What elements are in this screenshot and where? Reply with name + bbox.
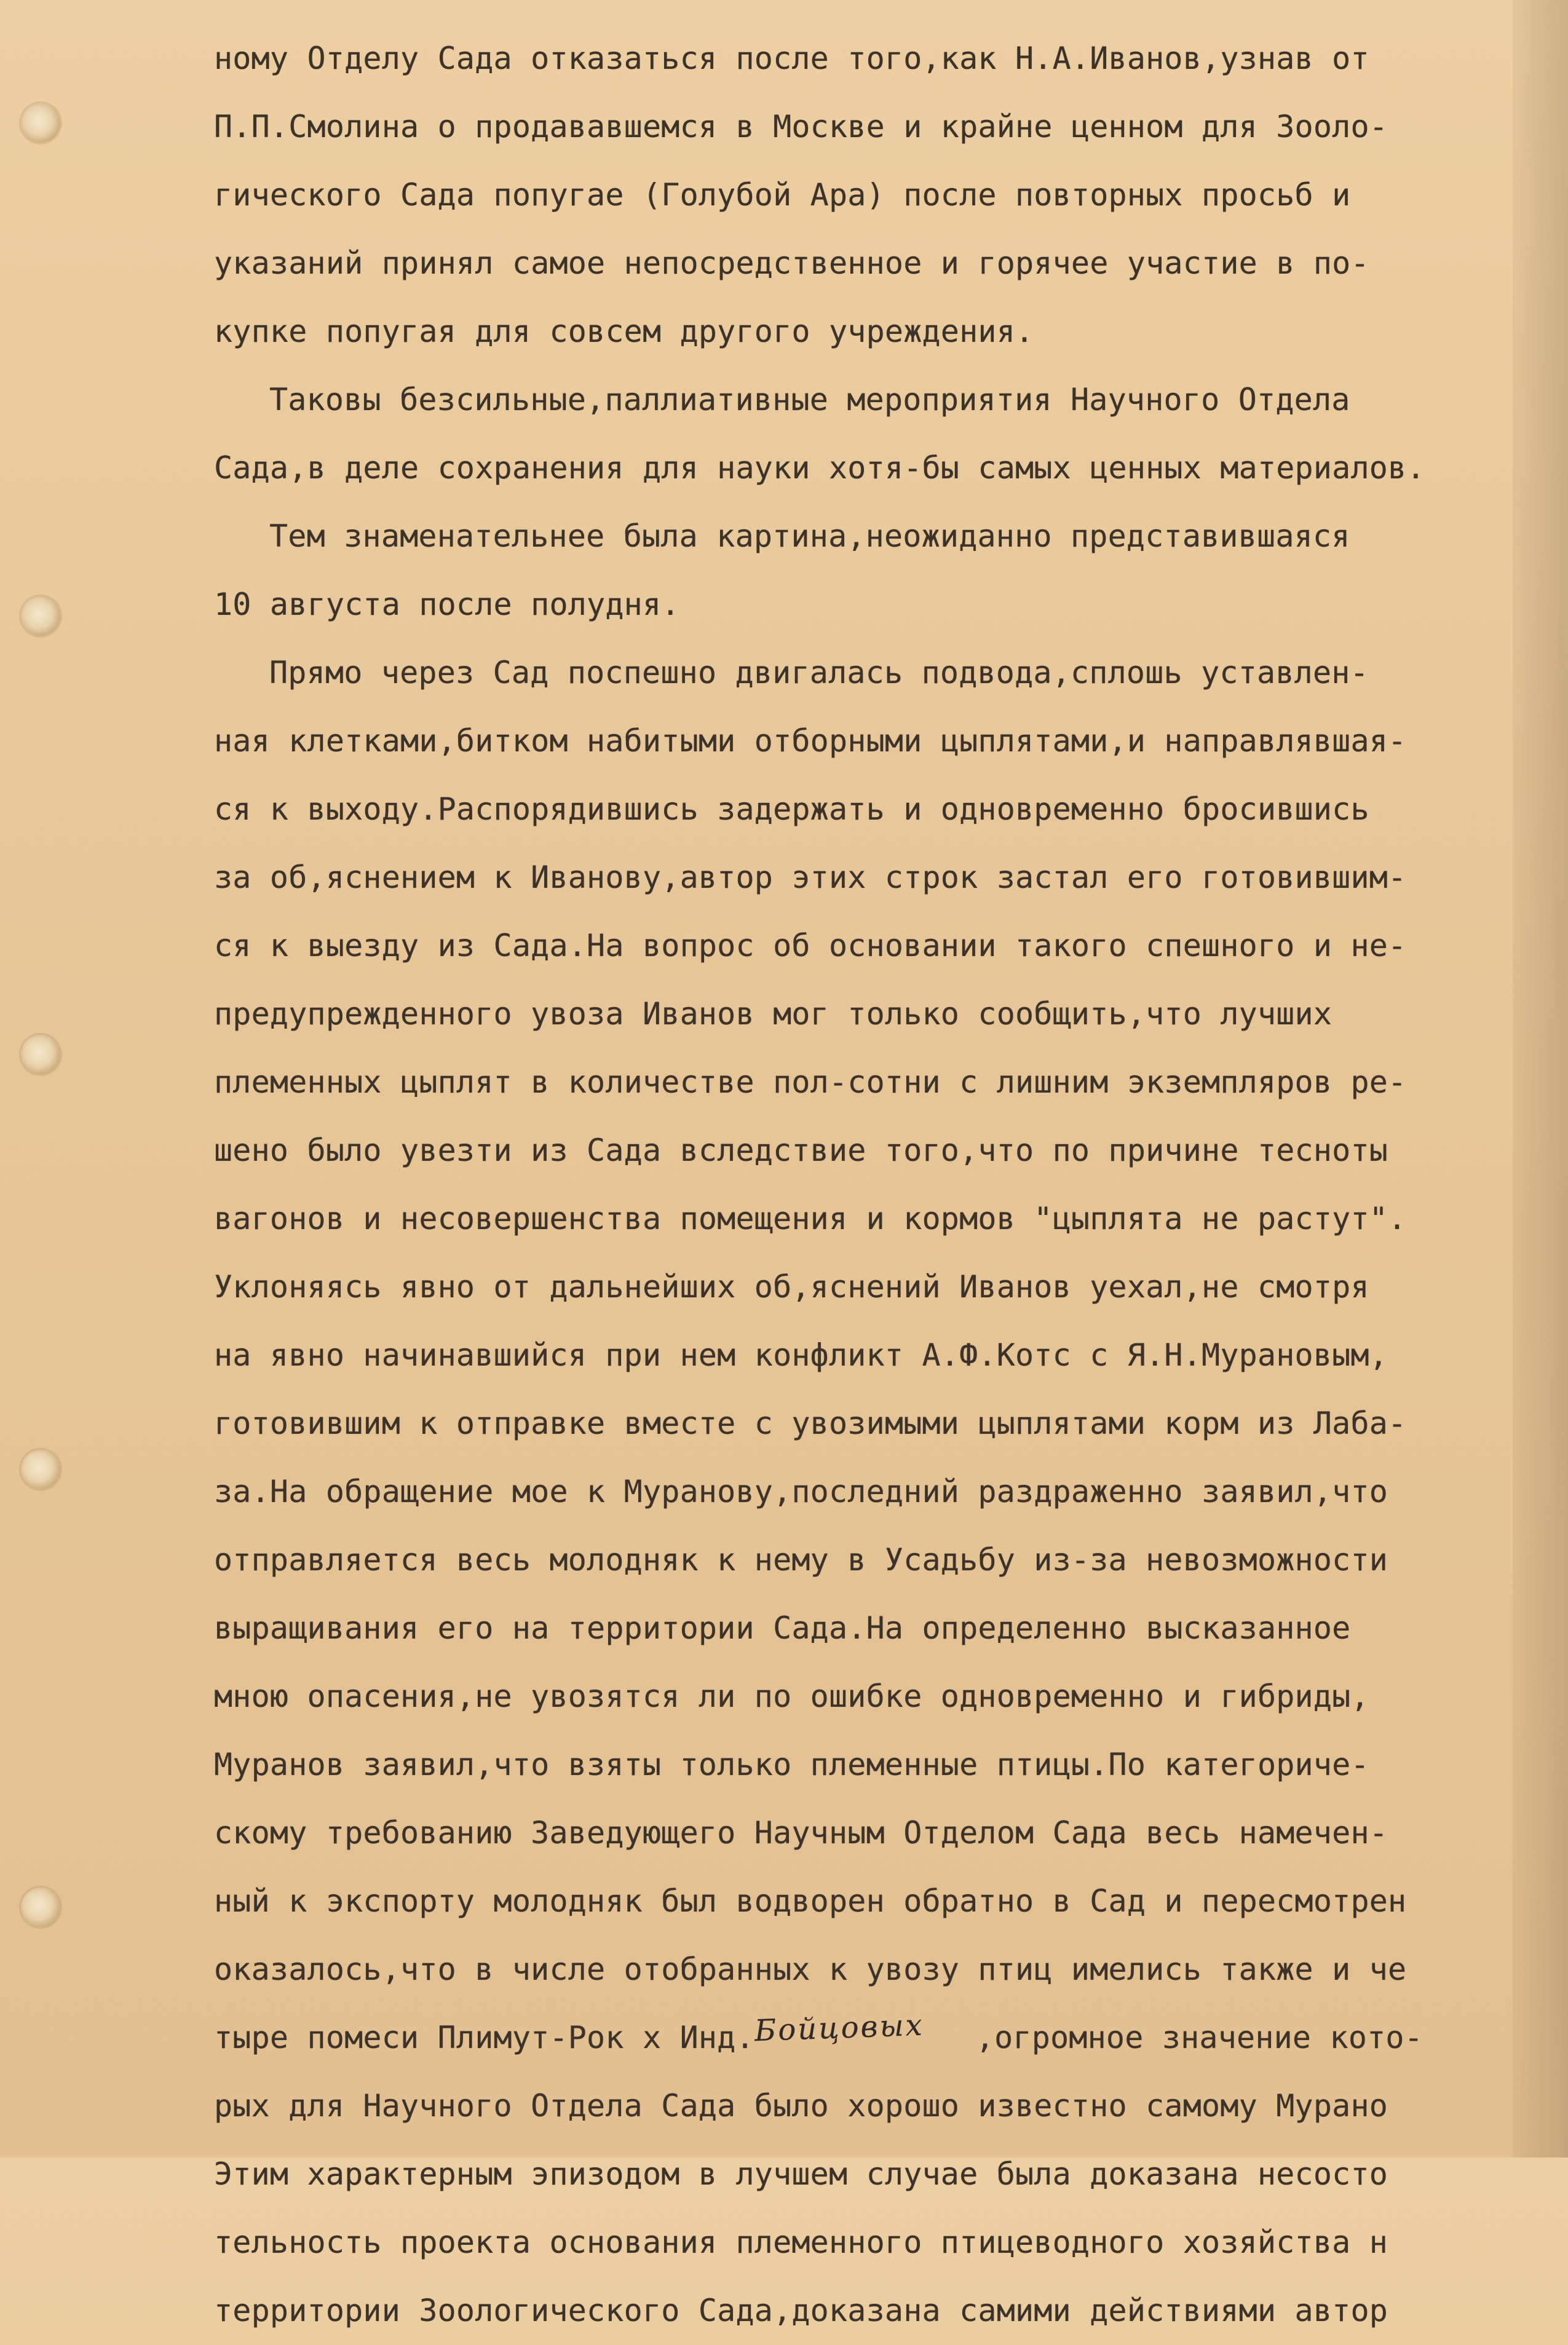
text-line: ная клетками,битком набитыми отборными цыплятами,и направлявшая- [214, 723, 1407, 759]
text-line: ся к выезду из Сада.На вопрос об основании такого спешного и не- [214, 928, 1407, 963]
text-line: мною опасения,не увозятся ли по ошибке одновременно и гибриды, [214, 1679, 1369, 1714]
text-line-with-insert [214, 2004, 1536, 2072]
text-line: ному Отделу Сада отказаться после того,как Н.А.Иванов,узнав от [214, 41, 1369, 76]
text-line: Уклоняясь явно от дальнейших об,яснений Иванов уехал,не смотря [214, 1269, 1369, 1305]
punch-hole [21, 1888, 60, 1927]
text-line: шено было увезти из Сада вследствие того,что по причине тесноты [214, 1133, 1388, 1168]
text-line: выращивания его на территории Сада.На определенно высказанное [214, 1610, 1351, 1646]
text-line: за об,яснением к Иванову,автор этих строк застал его готовившим- [214, 860, 1407, 895]
text-line: Сада,в деле сохранения для науки хотя-бы самых ценных материалов. [214, 450, 1425, 486]
punch-hole [21, 1450, 60, 1489]
text-line: гического Сада попугае (Голубой Ара) после повторных просьб и [214, 177, 1351, 213]
typewritten-text-block [214, 25, 1536, 2345]
punch-hole [21, 596, 60, 636]
text-line: ся к выходу.Распорядившись задержать и одновременно бросившись [214, 791, 1369, 827]
text-line: П.П.Смолина о продававшемся в Москве и крайне ценном для Зооло- [214, 109, 1388, 144]
text-line: 10 августа после полудня. [214, 587, 680, 622]
text-line: отправляется весь молодняк к нему в Усадьбу из-за невозможности [214, 1542, 1388, 1578]
text-line-end: ,огромное значение кото- [975, 2020, 1423, 2055]
text-line: указаний принял самое непосредственное и горячее участие в по- [214, 245, 1369, 281]
text-line: скому требованию Заведующего Научным Отделом Сада весь намечен- [214, 1815, 1388, 1851]
text-line: тельность проекта основания племенного птицеводного хозяйства н [214, 2224, 1388, 2260]
text-line: за.На обращение мое к Муранову,последний раздраженно заявил,что [214, 1474, 1388, 1509]
text-line-start: тыре помеси Плимут-Рок х Инд. [214, 2020, 754, 2055]
text-line: предупрежденного увоза Иванов мог только сообщить,что лучших [214, 996, 1332, 1032]
text-line: племенных цыплят в количестве пол-сотни с лишним экземпляров ре- [214, 1064, 1407, 1100]
text-line: оказалось,что в числе отобранных к увозу птиц имелись также и че [214, 1952, 1407, 1987]
text-line: Прямо через Сад поспешно двигалась подвода,сплошь уставлен- [269, 655, 1369, 690]
text-line: вагонов и несовершенства помещения и кормов "цыплята не растут". [214, 1201, 1407, 1236]
handwritten-insert: Бойцовых [753, 2007, 925, 2049]
text-line: ный к экспорту молодняк был водворен обратно в Сад и пересмотрен [214, 1883, 1407, 1919]
text-line: территории Зоологического Сада,доказана самими действиями автор [214, 2293, 1388, 2328]
text-line: на явно начинавшийся при нем конфликт А.Ф.Котс с Я.Н.Мурановым, [214, 1337, 1388, 1373]
punch-hole [21, 1035, 60, 1074]
text-line: рых для Научного Отдела Сада было хорошо известно самому Мурано [214, 2088, 1388, 2124]
text-line: Этим характерным эпизодом в лучшем случае была доказана несосто [214, 2156, 1388, 2192]
text-line: готовившим к отправке вместе с увозимыми цыплятами корм из Лаба- [214, 1406, 1407, 1441]
text-line: Тем знаменательнее была картина,неожиданно представившаяся [269, 518, 1350, 554]
text-line: Муранов заявил,что взяты только племенные птицы.По категориче- [214, 1747, 1369, 1782]
text-line: купке попугая для совсем другого учреждения. [214, 314, 1034, 349]
punch-hole [21, 103, 60, 143]
text-line: Таковы безсильные,паллиативные мероприятия Научного Отдела [269, 382, 1350, 417]
